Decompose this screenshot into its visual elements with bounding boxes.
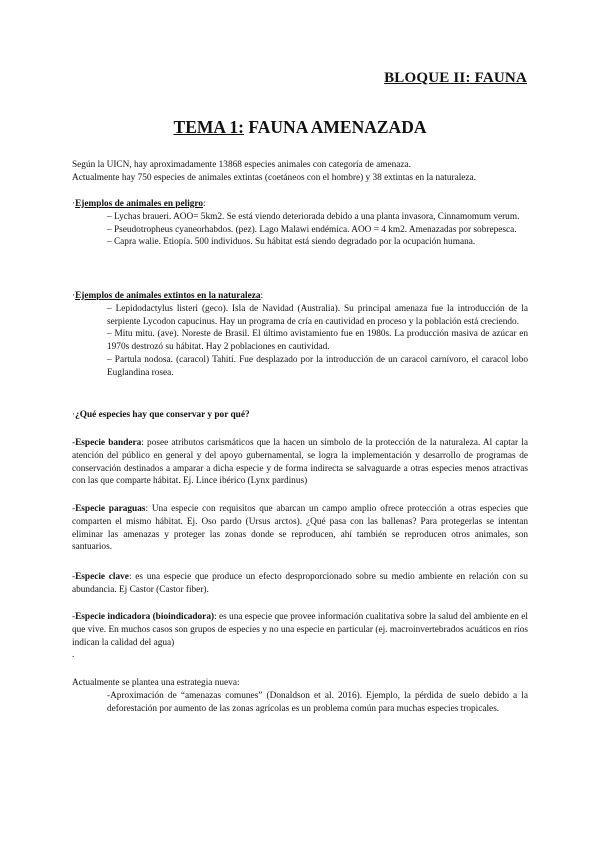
umbrella-label: Especie paraguas bbox=[75, 504, 146, 514]
strategy-section bbox=[72, 677, 528, 715]
title-text: FAUNA AMENAZADA bbox=[244, 117, 427, 137]
strategy-intro: Actualmente se plantea una estrategia nueva: bbox=[72, 678, 240, 688]
strategy-item: -Aproximación de “amenazas comunes” (Donaldson et al. 2016). Ejemplo, la pérdida de suelo debido a la deforestación por aumento de las zonas agrícolas es un problema común para muchas especies tropicales. bbox=[107, 690, 528, 714]
extinct-item-2: – Mitu mitu. (ave). Noreste de Brasil. El último avistamiento fue en 1980s. La producción masiva de azúcar en 1970s destrozó su hábitat. Hay 2 poblaciones en cautividad. bbox=[107, 329, 528, 353]
keystone-text: : es una especie que produce un efecto desproporcionado sobre su medio ambiente en relación con su abundancia. Ej Castor (Castor fiber). bbox=[72, 572, 528, 595]
umbrella-text: : Una especie con requisitos que abarcan un campo amplio ofrece protección a otras especies que comparten el mismo hábitat. Ej. Oso pardo (Ursus arctos). ¿Qué pasa con las ballenas? Para protegerlas se intentan eliminar las amenazas y proteger las zonas donde se reproducen, ahí también se reproducen otros animales, son santuarios. bbox=[72, 504, 528, 553]
endangered-heading: ·Ejemplos de animales en peligro: bbox=[72, 199, 206, 209]
indicator-species: -Especie indicadora (bioindicadora): es una especie que provee información cualitativa sobre la salud del ambiente en el que vive. En muchos casos son grupos de especies y no una especie en particular (ej. macroinvertebrados acuáticos en ríos indican la calidad del agua) . bbox=[72, 612, 528, 661]
block-heading: BLOQUE II: FAUNA bbox=[384, 70, 527, 86]
extinct-item-3: – Partula nodosa. (caracol) Tahití. Fue desplazado por la introducción de un caracol carnívoro, el caracol lobo Euglandina rosea. bbox=[107, 354, 528, 378]
keystone-species: -Especie clave: es una especie que produce un efecto desproporcionado sobre su medio ambiente en relación con su abundancia. Ej Castor (Castor fiber). bbox=[72, 572, 528, 595]
endangered-item-3: – Capra walie. Etiopía. 500 individuos. Su hábitat está siendo degradado por la ocupación humana. bbox=[107, 237, 476, 248]
flagship-species: -Especie bandera: posee atributos carismáticos que la hacen un símbolo de la protección de la naturaleza. Al captar la atención del público en general y del apoyo gubernamental, se logra la implementación y desarrollo de programas de conservación destinados a amparar a dicha especie y de forma indirecta se salvaguarde a otras especies menos atractivas con las que comparte hábitat. Ej. Lince ibérico (Lynx pardinus) bbox=[72, 438, 528, 487]
page-title bbox=[0, 117, 600, 138]
endangered-item-1: – Lychas braueri. AOO= 5km2. Se está viendo deteriorada debido a una planta invasora, Cinnamomum verum. bbox=[107, 211, 520, 222]
flagship-text: : posee atributos carismáticos que la hacen un símbolo de la protección de la naturaleza. Al captar la atención del público en general y del apoyo gubernamental, se logra la implementación y desarrollo de programas de conservación destinados a amparar a dicha especie y de forma indirecta se salvaguarde a otras especies menos atractivas con las que comparte hábitat. Ej. Lince ibérico (Lynx pardinus) bbox=[72, 438, 528, 487]
extinct-item-1: – Lepidodactylus listeri (geco). Isla de Navidad (Australia). Su principal amenaza fue la introducción de la serpiente Lycodon capucinus. Hay un programa de cría en cautividad en proceso y la población está creciendo. bbox=[107, 303, 528, 327]
title-prefix: TEMA 1: bbox=[173, 117, 245, 137]
flagship-label: Especie bandera bbox=[75, 438, 142, 448]
indicator-text: : es una especie que provee información cualitativa sobre la salud del ambiente en el que vive. En muchos casos son grupos de especies y no una especie en particular (ej. macroinvertebrados acuáticos en ríos indican la calidad del agua) bbox=[72, 612, 528, 648]
intro-line-2: Actualmente hay 750 especies de animales extintas (coetáneos con el hombre) y 38 extintas en la naturaleza. bbox=[72, 172, 476, 183]
endangered-section bbox=[72, 198, 528, 249]
indicator-label: Especie indicadora (bioindicadora) bbox=[75, 612, 215, 622]
umbrella-species: -Especie paraguas: Una especie con requisitos que abarcan un campo amplio ofrece protección a otras especies que comparten el mismo hábitat. Ej. Oso pardo (Ursus arctos). ¿Qué pasa con las ballenas? Para protegerlas se intentan eliminar las amenazas y proteger las zonas donde se reproducen, ahí también se reproducen otros animales, son santuarios. bbox=[72, 504, 528, 553]
intro-line-1: Según la UICN, hay aproximadamente 13868 especies animales con categoría de amenaza. bbox=[72, 160, 411, 170]
extinct-section bbox=[72, 290, 528, 380]
question-heading: ·¿Qué especies hay que conservar y por qué? bbox=[72, 410, 250, 420]
stray-dot: . bbox=[72, 650, 75, 661]
keystone-label: Especie clave bbox=[75, 572, 129, 582]
endangered-item-2: – Pseudotropheus cyaneorhabdos. (pez). Lago Malawi endémica. AOO = 4 km2. Amenazadas por sobrepesca. bbox=[107, 224, 517, 235]
extinct-heading: ·Ejemplos de animales extintos en la naturaleza: bbox=[72, 291, 264, 301]
intro-paragraph bbox=[72, 159, 528, 185]
